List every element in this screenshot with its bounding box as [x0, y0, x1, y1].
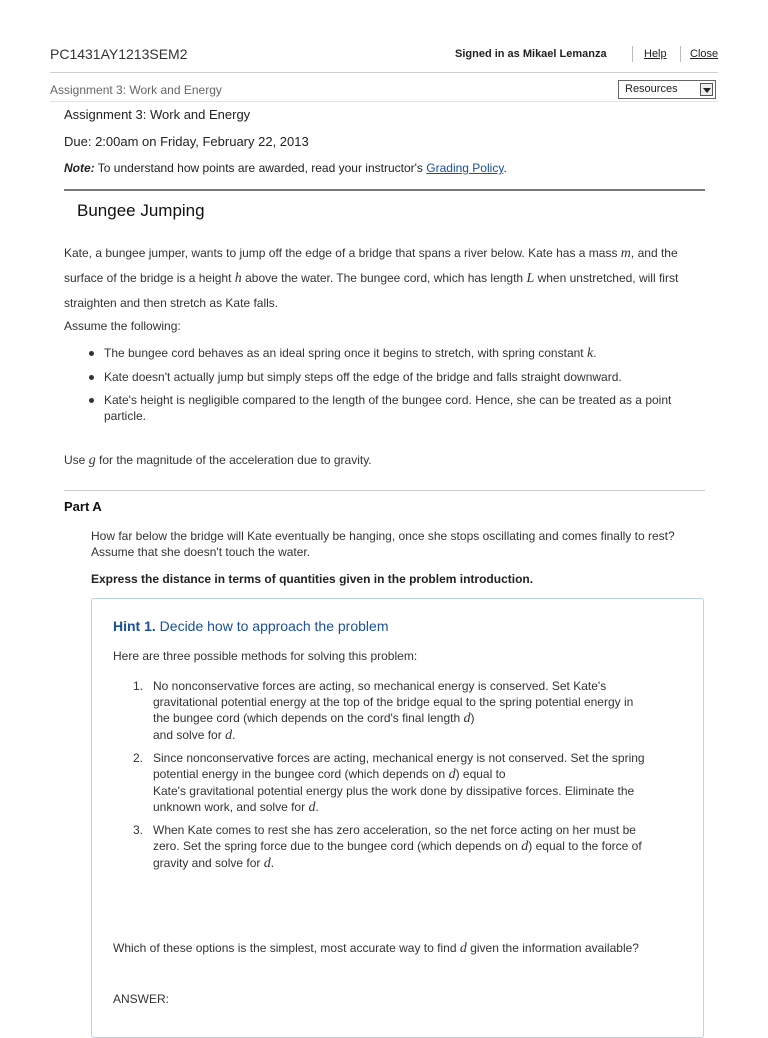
math-var-m: m	[620, 246, 631, 261]
chevron-down-icon[interactable]	[700, 83, 713, 96]
due-date: Due: 2:00am on Friday, February 22, 2013	[64, 134, 309, 149]
list-item: Kate's height is negligible compared to the length of the bungee cord. Hence, she can be treated as a point particle.	[88, 392, 678, 424]
intro-text: , and the surface of the bridge is a height	[64, 246, 678, 285]
math-var-d: d	[448, 767, 456, 782]
note-text: To understand how points are awarded, read your instructor's	[97, 161, 423, 175]
list-item: 3. When Kate comes to rest she has zero acceleration, so the net force acting on her must be zero. Set the spring force due to the bungee cord (which depends on d) equal to the force of gravity and solve for d.	[133, 823, 642, 871]
subheader-divider	[50, 101, 718, 102]
method-end: .	[315, 800, 319, 814]
assumptions-list	[88, 345, 678, 431]
gravity-text: Use	[64, 453, 86, 467]
question-text: given the information available?	[470, 941, 639, 955]
methods-list	[113, 678, 653, 878]
method-text: Since nonconservative forces are acting, mechanical energy is not conserved. Set the spring potential energy in the bungee cord (which depends on	[153, 751, 645, 781]
method-text: equal to the force of gravity and solve for	[153, 839, 642, 870]
bullet-text: The bungee cord behaves as an ideal spring once it begins to stretch, with spring constant	[104, 346, 584, 360]
resources-dropdown[interactable]	[618, 80, 716, 99]
hint-number: Hint 1.	[113, 618, 156, 634]
math-var-d: d	[225, 728, 233, 743]
note-label: Note:	[64, 161, 95, 175]
list-item	[113, 678, 653, 744]
intro-text: above the water. The bungee cord, which has length	[245, 271, 524, 285]
part-a-question: How far below the bridge will Kate eventually be hanging, once she stops oscillating and comes finally to rest? Assume that she doesn't touch the water.	[91, 529, 675, 559]
list-item	[113, 750, 653, 816]
method-text: )	[470, 711, 475, 725]
header-divider	[632, 46, 633, 62]
math-var-h: h	[234, 271, 242, 286]
hint-1-toggle[interactable]	[113, 618, 388, 634]
assumptions-heading: Assume the following:	[64, 319, 181, 333]
method-text: ) equal to	[455, 767, 506, 781]
header-divider	[680, 46, 681, 62]
math-var-d: d	[459, 941, 467, 956]
math-var-d: d	[521, 839, 529, 854]
math-var-d: d	[308, 800, 316, 815]
math-var-g: g	[88, 453, 96, 468]
method-text: and solve for	[153, 728, 222, 742]
method-end: .	[232, 728, 236, 742]
list-item	[88, 345, 678, 362]
problem-title: Bungee Jumping	[77, 201, 205, 220]
problem-intro	[64, 241, 716, 315]
answer-label: ANSWER:	[113, 992, 170, 1006]
grading-policy-link[interactable]: Grading Policy	[426, 161, 504, 175]
breadcrumb: Assignment 3: Work and Energy	[50, 83, 222, 97]
hint-title: Decide how to approach the problem	[159, 618, 389, 634]
part-a-label: Part A	[64, 499, 102, 514]
question-text: Which of these options is the simplest, most accurate way to find	[113, 941, 457, 955]
intro-text: Kate, a bungee jumper, wants to jump off the edge of a bridge that spans a river below. Kate has a mass	[64, 246, 618, 260]
math-var-d: d	[263, 856, 271, 871]
item-number: 2.	[133, 751, 144, 765]
gravity-text: for the magnitude of the acceleration due to gravity.	[99, 453, 372, 467]
math-var-L: L	[526, 271, 535, 286]
resources-dropdown-label: Resources	[625, 83, 678, 95]
bullet-end: .	[593, 346, 597, 360]
math-var-d: d	[463, 711, 471, 726]
assignment-title: Assignment 3: Work and Energy	[64, 107, 251, 122]
hint-intro: Here are three possible methods for solving this problem:	[113, 649, 418, 663]
list-item: Kate doesn't actually jump but simply steps off the edge of the bridge and falls straight downward.	[88, 369, 678, 385]
math-var-k: k	[586, 346, 594, 361]
method-text: No nonconservative forces are acting, so mechanical energy is conserved. Set Kate's gravitational potential energy at the top of the bridge equal to the spring potential energy in the bungee cord (which depends on the cord's final length	[153, 679, 634, 725]
header-divider-line	[50, 72, 718, 73]
part-divider	[64, 490, 705, 491]
item-number: 3.	[133, 823, 144, 837]
item-number: 1.	[133, 679, 144, 693]
method-text: Kate's gravitational potential energy plus the work done by dissipative forces. Eliminate the unknown work, and solve for	[153, 784, 635, 814]
course-title: PC1431AY1213SEM2	[50, 46, 188, 62]
section-divider	[64, 189, 705, 191]
note-end: .	[503, 161, 507, 175]
part-a-instruction: Express the distance in terms of quantities given in the problem introduction.	[91, 572, 534, 586]
grading-note	[64, 161, 507, 175]
signed-in-status: Signed in as Mikael Lemanza	[455, 48, 607, 60]
intro-text: when unstretched, will first straighten and then stretch as Kate falls.	[64, 271, 679, 310]
method-end: .	[270, 856, 275, 870]
close-link[interactable]: Close	[690, 48, 719, 60]
help-link[interactable]: Help	[644, 48, 667, 60]
hint-question	[113, 936, 673, 961]
gravity-note	[64, 452, 716, 469]
method-text: When Kate comes to rest she has zero acceleration, so the net force acting on her must be zero. Set the spring force due to the bungee cord (which depends on	[153, 823, 636, 853]
